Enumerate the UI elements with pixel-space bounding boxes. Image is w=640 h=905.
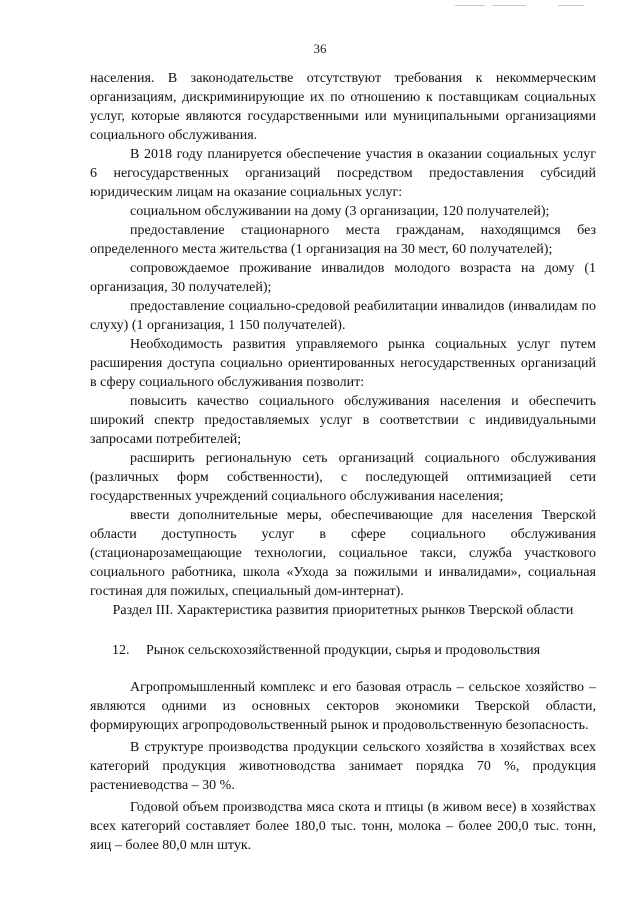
list-item: ввести дополнительные меры, обеспечивающие для населения Тверской области доступность услуг в сфере социального обслуживания (стационарозамещающие технологии, социальное такси, служба участкового социального работника, школа «Ухода за пожилыми и инвалидами», социальная гостиная для пожилых, специальный дом-интернат).	[90, 508, 596, 599]
list-item: предоставление стационарного места гражданам, находящимся без определенного места жительства (1 организация на 30 мест, 60 получателей);	[90, 223, 596, 257]
paragraph: В структуре производства продукции сельского хозяйства в хозяйствах всех категорий продукция животноводства занимает порядка 70 %, продукция растениеводства – 30 %.	[90, 740, 596, 793]
scan-mark-top-right-3	[558, 5, 584, 6]
list-item: социальном обслуживании на дому (3 организации, 120 получателей);	[130, 204, 550, 219]
section-heading: Раздел III. Характеристика развития приоритетных рынков Тверской области	[112, 603, 574, 618]
paragraph: Годовой объем производства мяса скота и птицы (в живом весе) в хозяйствах всех категорий составляет более 180,0 тыс. тонн, молока – более 200,0 тыс. тонн, яиц – более 80,0 млн штук.	[90, 800, 596, 853]
paragraph: Агропромышленный комплекс и его базовая отрасль – сельское хозяйство – являются одними из основных секторов экономики Тверской области, формирующих агропродовольственный рынок и продовольственную безопасность.	[90, 680, 596, 733]
paragraph: Необходимость развития управляемого рынка социальных услуг путем расширения доступа социально ориентированных негосударственных организаций в сферу социального обслуживания позволит:	[90, 337, 596, 390]
subsection-number: 12.	[112, 643, 130, 658]
list-item: расширить региональную сеть организаций социального обслуживания (различных форм собственности), с последующей оптимизацией сети государственных учреждений социального обслуживания населения;	[90, 451, 596, 504]
subsection-heading	[90, 641, 596, 660]
document-body	[90, 69, 596, 855]
scan-mark-top-right-2	[492, 5, 526, 6]
list-item: сопровождаемое проживание инвалидов молодого возраста на дому (1 организация, 30 получателей);	[90, 261, 596, 295]
list-item: повысить качество социального обслуживания населения и обеспечить широкий спектр предоставляемых услуг в соответствии с индивидуальными запросами потребителей;	[90, 394, 596, 447]
scan-mark-top-right	[455, 5, 485, 6]
paragraph: населения. В законодательстве отсутствуют требования к некоммерческим организациям, дискриминирующие их по отношению к поставщикам социальных услуг, которые являются государственными или муниципальными организациями социального обслуживания.	[90, 71, 596, 143]
paragraph: В 2018 году планируется обеспечение участия в оказании социальных услуг 6 негосударственных организаций посредством предоставления субсидий юридическим лицам на оказание социальных услуг:	[90, 147, 596, 200]
list-item: предоставление социально-средовой реабилитации инвалидов (инвалидам по слуху) (1 организация, 1 150 получателей).	[90, 299, 596, 333]
page-number: 36	[313, 41, 327, 56]
subsection-title: Рынок сельскохозяйственной продукции, сырья и продовольствия	[146, 643, 541, 658]
